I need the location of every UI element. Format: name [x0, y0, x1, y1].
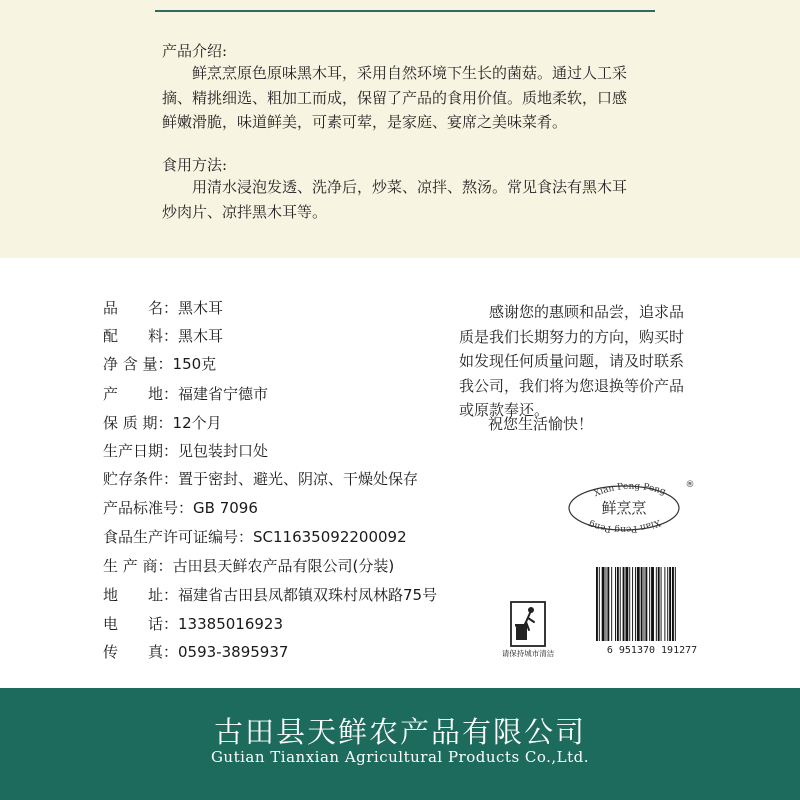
barcode-bar — [651, 567, 654, 641]
spec-label: 生产日期： — [103, 442, 179, 460]
spec-row-origin — [103, 384, 268, 404]
usage-line: 用清水浸泡发透、洗净后，炒菜、凉拌、熬汤。常见食法有黑木耳 — [192, 178, 628, 196]
barcode-bar — [658, 567, 660, 641]
intro-line: 鲜嫩滑脆，味道鲜美，可素可荤，是家庭、宴席之美味菜肴。 — [162, 113, 568, 131]
barcode-bar — [675, 567, 676, 641]
spec-row-net-weight — [103, 354, 216, 374]
footer-company-en: Gutian Tianxian Agricultural Products Co.,Ltd. — [210, 748, 590, 766]
registered-mark: ® — [685, 480, 695, 490]
spec-row-address — [103, 585, 437, 605]
spec-row-phone — [103, 614, 283, 634]
spec-row-shelf-life — [103, 413, 222, 433]
barcode-bar — [635, 567, 636, 641]
barcode-bar — [620, 567, 621, 641]
recycle-sign — [493, 600, 563, 660]
spec-row-storage — [103, 469, 418, 489]
barcode-bar — [625, 567, 628, 641]
well-wish-text: 祝您生活愉快！ — [488, 415, 594, 433]
spec-row-license — [103, 527, 407, 547]
barcode-bar — [661, 567, 662, 641]
footer-company-cn: 古田县天鲜农产品有限公司 — [213, 715, 586, 749]
top-divider-line — [155, 10, 655, 12]
spec-label: 配 料： — [103, 327, 179, 345]
spec-row-fax — [103, 642, 288, 662]
thanks-line: 如发现任何质量问题，请及时联系 — [459, 352, 685, 371]
barcode-bar — [596, 567, 598, 641]
brand-logo — [560, 478, 698, 536]
spec-row-name — [103, 298, 223, 318]
intro-line: 鲜烹烹原色原味黑木耳，采用自然环境下生长的菌菇。通过人工采 — [192, 64, 628, 82]
spec-value: 福建省古田县凤都镇双珠村凤林路75号 — [178, 586, 438, 604]
intro-line: 摘、精挑细选、粗加工而成，保留了产品的食用价值。质地柔软，口感 — [162, 88, 628, 107]
spec-value: 见包装封口处 — [178, 442, 269, 460]
logo-text-cn: 鲜烹烹 — [601, 499, 647, 517]
barcode-bar — [617, 567, 619, 641]
spec-label: 地 址： — [103, 586, 179, 604]
barcode-bar — [623, 567, 625, 641]
spec-row-production-date — [103, 441, 268, 461]
barcode-bar — [667, 567, 668, 641]
spec-value: 古田县天鲜农产品有限公司(分装) — [172, 557, 395, 575]
barcode-bar — [606, 567, 607, 641]
intro-heading: 产品介绍: — [162, 42, 228, 60]
intro-paragraph — [162, 61, 682, 135]
thanks-line: 质是我们长期努力的方向，购买时 — [459, 327, 685, 346]
barcode-bar — [632, 567, 633, 641]
usage-heading: 食用方法: — [162, 156, 228, 174]
spec-value: 0593-3895937 — [178, 643, 289, 661]
spec-value: GB 7096 — [193, 499, 258, 517]
spec-value: 12个月 — [172, 414, 222, 432]
thanks-line: 我公司，我们将为您退换等价产品 — [459, 376, 685, 395]
spec-value: 福建省宁德市 — [178, 385, 269, 403]
recycle-caption: 请保持城市清洁 — [501, 649, 555, 658]
barcode-bars — [596, 567, 676, 641]
barcode-bar — [649, 567, 650, 641]
barcode-bar — [607, 567, 609, 641]
barcode-bar — [656, 567, 657, 641]
spec-value: 置于密封、避光、阴凉、干燥处保存 — [178, 470, 419, 488]
barcode-bar — [637, 567, 640, 641]
spec-label: 净 含 量： — [103, 355, 173, 373]
logo-text-top: Xian Peng Peng — [592, 481, 667, 500]
logo-text-bottom: Xian Peng Peng — [587, 516, 662, 535]
spec-label: 电 话： — [103, 615, 179, 633]
spec-value: 13385016923 — [178, 615, 283, 633]
trash-bin-icon — [511, 602, 545, 646]
barcode-bar — [645, 567, 647, 641]
spec-value: 黑木耳 — [178, 299, 224, 317]
barcode-bar — [599, 567, 600, 641]
spec-value: 黑木耳 — [178, 327, 224, 345]
spec-row-manufacturer — [103, 556, 394, 576]
barcode-bar — [669, 567, 671, 641]
barcode-bar — [629, 567, 630, 641]
usage-paragraph — [162, 175, 682, 224]
barcode-bar — [664, 567, 665, 641]
barcode-bar — [644, 567, 645, 641]
thank-you-note — [459, 300, 724, 423]
barcode-bar — [615, 567, 616, 641]
thanks-line: 感谢您的惠顾和品尝，追求品 — [489, 303, 685, 321]
spec-label: 生 产 商： — [103, 557, 173, 575]
spec-label: 传 真： — [103, 643, 179, 661]
spec-label: 品 名： — [103, 299, 179, 317]
spec-label: 产 地： — [103, 385, 179, 403]
barcode-bar — [672, 567, 674, 641]
spec-label: 保 质 期： — [103, 414, 173, 432]
spec-label: 产品标准号： — [103, 499, 194, 517]
spec-value: 150克 — [172, 355, 217, 373]
barcode-bar — [611, 567, 612, 641]
barcode-number: 6 951370 191277 — [606, 645, 698, 655]
spec-row-ingredients — [103, 326, 223, 346]
barcode — [590, 565, 715, 655]
spec-value: SC11635092200092 — [253, 528, 407, 546]
spec-row-standard — [103, 498, 258, 518]
spec-label: 食品生产许可证编号： — [103, 528, 254, 546]
barcode-bar — [602, 567, 605, 641]
thanks-line: 或原款奉还。 — [459, 401, 550, 420]
barcode-bar — [641, 567, 643, 641]
usage-line: 炒肉片、凉拌黑木耳等。 — [162, 202, 328, 221]
spec-label: 贮存条件： — [103, 470, 179, 488]
